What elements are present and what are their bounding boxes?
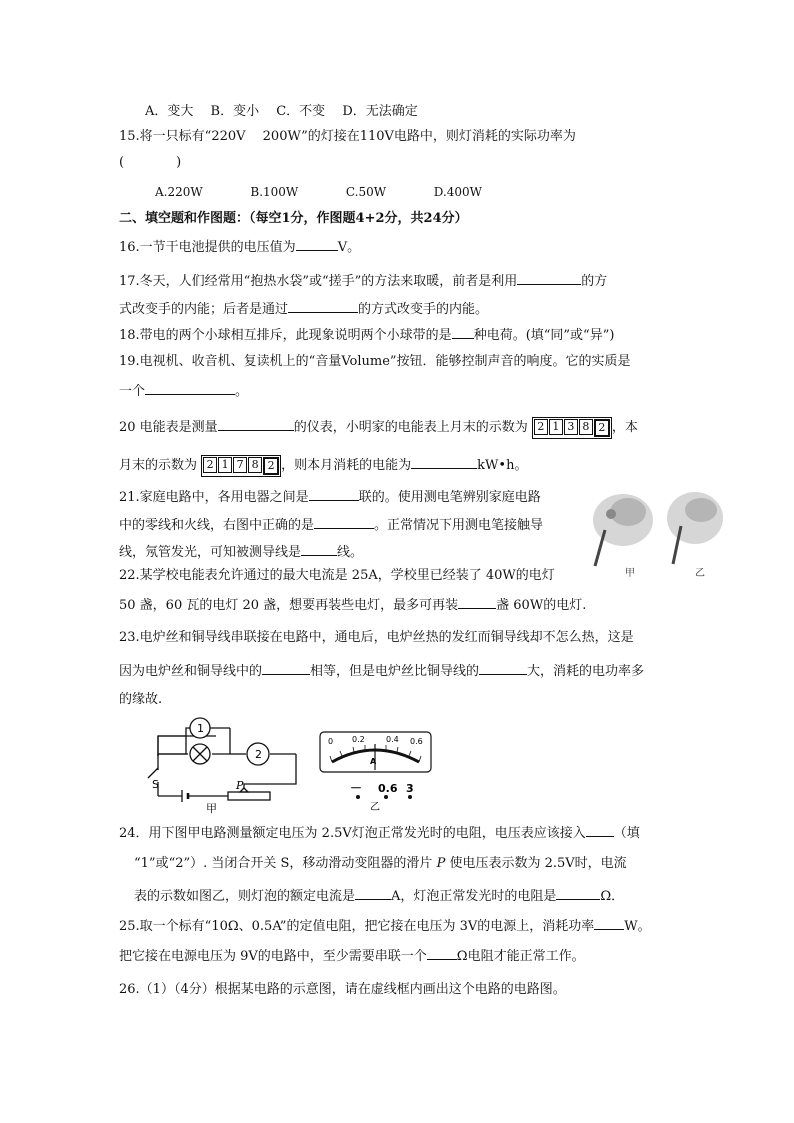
q24-blank-1[interactable] bbox=[586, 822, 614, 837]
q21-blank-3[interactable] bbox=[301, 541, 337, 556]
q17-blank-2[interactable] bbox=[288, 298, 358, 313]
q24-text-1b: （填 bbox=[613, 826, 640, 841]
q14-option-c: C．不变 bbox=[276, 104, 326, 119]
q24-text-3b: A，灯泡正常发光时的电阻是 bbox=[391, 889, 557, 904]
q24-text-3a: 表的示数如图乙，则灯泡的额定电流是 bbox=[134, 889, 356, 904]
q18-text-b: 种电荷。(填“同”或“异”) bbox=[473, 328, 615, 343]
q18 bbox=[119, 324, 614, 346]
q19-blank[interactable] bbox=[145, 380, 235, 395]
q21-line2 bbox=[119, 514, 543, 536]
q24-text-2b: 使电压表示数为 2.5V时，电流 bbox=[445, 856, 627, 871]
q21-text-1b: 联的。使用测电笔辨别家庭电路 bbox=[358, 490, 541, 505]
q23-text-2c: 大，消耗的电功率多 bbox=[527, 664, 645, 679]
q16-text-b: V。 bbox=[337, 240, 361, 255]
q25-line1 bbox=[119, 915, 651, 937]
q22-text-2a: 50 盏，60 瓦的电灯 20 盏，想要再装些电灯，最多可再装 bbox=[119, 598, 459, 613]
ammeter-tick-06: 0.6 bbox=[410, 737, 423, 746]
pen-fig-label-jia: 甲 bbox=[625, 568, 635, 579]
q24-slider-p: P bbox=[436, 856, 446, 871]
q20-text-1a: 20 电能表是测量 bbox=[119, 420, 218, 435]
q20-blank-2[interactable] bbox=[411, 454, 477, 469]
q15-stem: 15.将一只标有“220V 200W”的灯接在110V电路中，则灯消耗的实际功率为 bbox=[119, 129, 576, 144]
q25-text-2b: Ω电阻才能正常工作。 bbox=[456, 949, 585, 964]
ammeter-tick-04: 0.4 bbox=[386, 735, 399, 744]
q22-blank[interactable] bbox=[458, 594, 496, 609]
ammeter-caption: 乙 bbox=[370, 802, 380, 812]
q14-options bbox=[145, 102, 418, 122]
q25-line2 bbox=[119, 945, 585, 967]
q14-option-d: D．无法确定 bbox=[342, 104, 418, 119]
meter-digit: 1 bbox=[549, 419, 563, 435]
q18-blank[interactable] bbox=[452, 324, 474, 339]
meter-digit-decimal: 2 bbox=[594, 419, 610, 437]
q24-line2 bbox=[134, 854, 627, 874]
meter-digit: 8 bbox=[248, 457, 262, 473]
q19-line2 bbox=[119, 380, 248, 402]
q24-text-3c: Ω． bbox=[600, 889, 625, 904]
q24-blank-3[interactable] bbox=[556, 885, 600, 900]
q21-blank-2[interactable] bbox=[314, 514, 374, 529]
section2-title: 二、填空题和作图题：（每空1分，作图题4+2分，共24分） bbox=[119, 211, 468, 226]
slider-label: P bbox=[236, 779, 244, 792]
ammeter-dial bbox=[318, 730, 433, 812]
q15-option-c: C.50W bbox=[345, 185, 387, 199]
q23-line1: 23.电炉丝和铜导线串联接在电路中，通电后，电炉丝热的发红而铜导线却不怎么热，这是 bbox=[119, 630, 634, 645]
meter-digit: 2 bbox=[203, 457, 217, 473]
q17-text-2b: 的方式改变手的内能。 bbox=[358, 302, 489, 317]
q21-text-3a: 线，氖管发光，可知被测导线是 bbox=[119, 545, 302, 560]
q16-blank[interactable] bbox=[296, 236, 338, 251]
q24-line3 bbox=[134, 885, 624, 907]
q17-text-1a: 17.冬天，人们经常用“抱热水袋”或“搓手”的方法来取暖，前者是利用 bbox=[119, 274, 518, 289]
q19-text-2a: 一个 bbox=[119, 384, 146, 399]
q22-line2 bbox=[119, 594, 586, 616]
meter-last-month bbox=[532, 417, 612, 439]
circuit-caption: 甲 bbox=[206, 802, 217, 815]
q19-text-2b: 。 bbox=[235, 384, 249, 399]
ammeter-terminal-neg: － bbox=[350, 781, 363, 795]
meter-digit: 3 bbox=[564, 419, 578, 435]
q17-line1 bbox=[119, 270, 607, 292]
q17-line2 bbox=[119, 298, 488, 320]
meter-digit: 1 bbox=[218, 457, 232, 473]
meter-digit: 2 bbox=[534, 419, 548, 435]
q23-blank-2[interactable] bbox=[479, 660, 527, 675]
q25-text-2a: 把它接在电源电压为 9V的电路中，至少需要串联一个 bbox=[119, 949, 427, 964]
q20-line1 bbox=[119, 416, 638, 439]
q22-line1: 22.某学校电能表允许通过的最大电流是 25A，学校里已经装了 40W的电灯 bbox=[119, 568, 555, 583]
q15-options bbox=[155, 182, 482, 202]
q20-line2 bbox=[119, 454, 527, 477]
q26: 26.（1）（4分）根据某电路的示意图，请在虚线框内画出这个电路的电路图。 bbox=[119, 982, 566, 997]
q17-text-1b: 的方 bbox=[581, 274, 608, 289]
ammeter-terminal-3: 3 bbox=[406, 782, 414, 795]
meter-this-month bbox=[201, 455, 281, 477]
q19-line1: 19.电视机、收音机、复读机上的“音量Volume”按钮．能够控制声音的响度。它的实质是 bbox=[119, 354, 631, 369]
q15-option-d: D.400W bbox=[433, 185, 482, 199]
meter-2-label: 2 bbox=[255, 748, 262, 761]
q25-text-1b: W。 bbox=[624, 919, 651, 934]
q21-text-2b: 。正常情况下用测电笔接触导 bbox=[374, 518, 544, 533]
q24-text-1a: 24．用下图甲电路测量额定电压为 2.5V灯泡正常发光时的电阻，电压表应该接入 bbox=[119, 826, 586, 841]
q20-text-1b: 的仪表，小明家的电能表上月末的示数为 bbox=[293, 420, 528, 435]
meter-1-label: 1 bbox=[197, 722, 204, 735]
q15-option-a: A.220W bbox=[155, 185, 203, 199]
q25-blank-2[interactable] bbox=[427, 945, 457, 960]
q20-text-2a: 月末的示数为 bbox=[119, 458, 198, 473]
q22-text-2b: 盏 60W的电灯. bbox=[496, 598, 587, 613]
q24-blank-2[interactable] bbox=[355, 885, 391, 900]
q25-blank-1[interactable] bbox=[594, 915, 624, 930]
q20-text-2c: kW•h。 bbox=[477, 458, 528, 473]
meter-digit: 8 bbox=[579, 419, 593, 435]
q14-option-a: A．变大 bbox=[145, 104, 194, 119]
q25-text-1a: 25.取一个标有“10Ω、0.5A”的定值电阻，把它接在电压为 3V的电源上，消耗功率 bbox=[119, 919, 595, 934]
q21-blank-1[interactable] bbox=[309, 486, 359, 501]
q21-text-2a: 中的零线和火线，右图中正确的是 bbox=[119, 518, 315, 533]
q23-text-2a: 因为电炉丝和铜导线中的 bbox=[119, 664, 263, 679]
q17-text-2a: 式改变手的内能；后者是通过 bbox=[119, 302, 289, 317]
circuit-diagram bbox=[138, 716, 308, 816]
q16 bbox=[119, 236, 360, 258]
q16-text-a: 16.一节干电池提供的电压值为 bbox=[119, 240, 296, 255]
ammeter-tick-02: 0.2 bbox=[352, 735, 365, 744]
q21-line1 bbox=[119, 486, 541, 508]
switch-label: S bbox=[152, 778, 159, 791]
q21-line3 bbox=[119, 541, 363, 563]
q18-text-a: 18.带电的两个小球相互排斥，此现象说明两个小球带的是 bbox=[119, 328, 452, 343]
q20-text-2b: ，则本月消耗的电能为 bbox=[281, 458, 412, 473]
test-pen-figure bbox=[583, 484, 733, 584]
q14-option-b: B．变小 bbox=[210, 104, 260, 119]
q23-text-2b: 相等，但是电炉丝比铜导线的 bbox=[310, 664, 480, 679]
q23-line3: 的缘故. bbox=[119, 692, 163, 707]
q20-text-1c: ，本 bbox=[611, 420, 638, 435]
q17-blank-1[interactable] bbox=[517, 270, 581, 285]
q15-option-b: B.100W bbox=[250, 185, 299, 199]
q23-line2 bbox=[119, 660, 644, 682]
pen-fig-label-yi: 乙 bbox=[695, 568, 705, 579]
q23-blank-1[interactable] bbox=[262, 660, 310, 675]
ammeter-tick-0: 0 bbox=[328, 737, 334, 746]
q24-text-2a: “1”或“2”）. 当闭合开关 S，移动滑动变阻器的滑片 bbox=[134, 856, 437, 871]
meter-digit: 7 bbox=[233, 457, 247, 473]
q21-text-1a: 21.家庭电路中，各用电器之间是 bbox=[119, 490, 309, 505]
lamp-icon bbox=[190, 744, 210, 764]
ammeter-unit: A bbox=[370, 757, 377, 766]
q21-text-3b: 线。 bbox=[337, 545, 364, 560]
q24-line1 bbox=[119, 822, 640, 844]
ammeter-terminal-06: 0.6 bbox=[378, 782, 398, 795]
q20-blank-1[interactable] bbox=[218, 416, 294, 431]
q15-paren: ( ) bbox=[119, 155, 182, 170]
meter-digit-decimal: 2 bbox=[263, 457, 279, 475]
